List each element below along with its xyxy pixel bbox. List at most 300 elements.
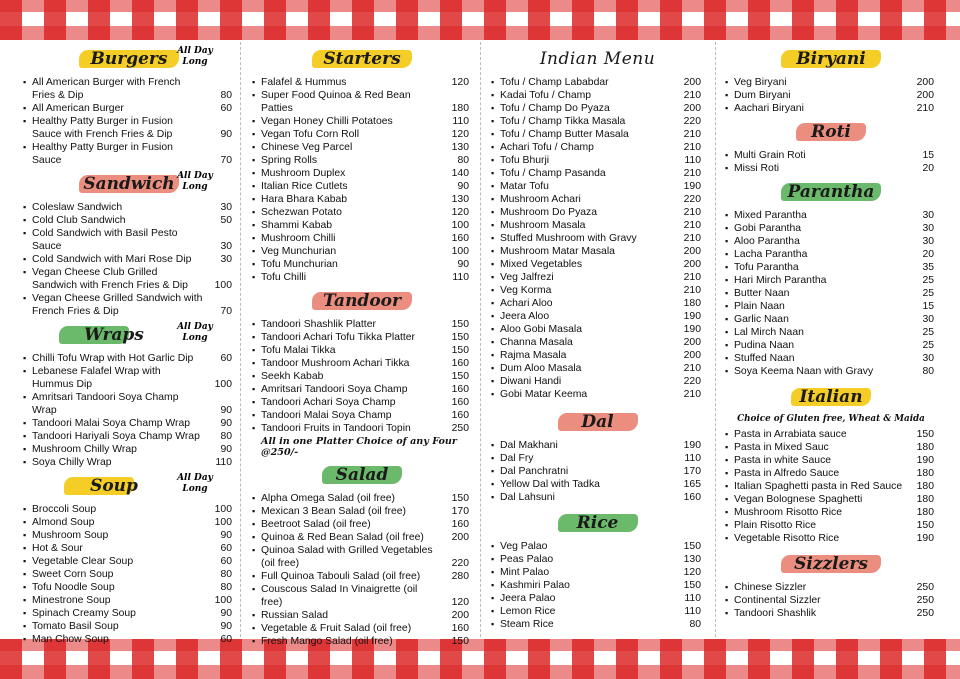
item-name: Beetroot Salad (oil free) xyxy=(261,519,371,530)
menu-item xyxy=(251,396,473,409)
item-name: Chinese Sizzler xyxy=(734,582,807,593)
item-price: 90 xyxy=(220,418,232,429)
item-name: Couscous Salad In Vinaigrette (oil free) xyxy=(261,584,418,608)
item-price: 200 xyxy=(451,532,469,543)
item-price: 160 xyxy=(451,358,469,369)
menu-item xyxy=(22,430,236,443)
item-price: 190 xyxy=(683,440,701,451)
item-price: 160 xyxy=(451,623,469,634)
menu-item xyxy=(251,344,473,357)
column-divider xyxy=(240,42,241,637)
item-price: 150 xyxy=(451,493,469,504)
item-price: 180 xyxy=(916,494,934,505)
item-name: Dal Panchratni xyxy=(500,466,569,477)
item-price: 160 xyxy=(451,384,469,395)
menu-item xyxy=(22,292,236,318)
item-price: 100 xyxy=(214,280,232,291)
item-name: Dum Aloo Masala xyxy=(500,363,582,374)
item-price: 250 xyxy=(451,423,469,434)
item-price: 80 xyxy=(457,155,469,166)
menu-item xyxy=(490,141,705,154)
item-name: Lebanese Falafel Wrap with Hummus Dip xyxy=(32,366,161,390)
menu-item xyxy=(251,115,473,128)
checkered-border-top xyxy=(0,0,960,40)
menu-item xyxy=(490,605,705,618)
item-price: 30 xyxy=(922,236,934,247)
menu-item xyxy=(724,467,938,480)
item-name: Tandoori Fruits in Tandoori Topin xyxy=(261,423,411,434)
item-price: 50 xyxy=(220,215,232,226)
item-price: 30 xyxy=(922,314,934,325)
item-price: 170 xyxy=(683,466,701,477)
item-price: 210 xyxy=(916,103,934,114)
menu-item xyxy=(490,349,705,362)
item-price: 110 xyxy=(452,116,469,127)
section-heading-rice xyxy=(490,510,705,536)
item-name: Peas Palao xyxy=(500,554,554,565)
all-day-long-tag: All Day Long xyxy=(177,46,213,67)
menu-column-1 xyxy=(22,42,236,645)
item-price: 110 xyxy=(684,606,701,617)
menu-item xyxy=(22,253,236,266)
section-heading-soup xyxy=(22,473,236,499)
item-price: 90 xyxy=(220,405,232,416)
item-price: 210 xyxy=(683,129,701,140)
section-title: Sandwich xyxy=(83,174,175,194)
item-price: 150 xyxy=(451,371,469,382)
item-name: Spring Rolls xyxy=(261,155,318,166)
item-price: 25 xyxy=(922,327,934,338)
item-name: Continental Sizzler xyxy=(734,595,821,606)
item-price: 180 xyxy=(916,468,934,479)
item-price: 210 xyxy=(683,142,701,153)
item-price: 60 xyxy=(220,103,232,114)
item-name: Veg Jalfrezi xyxy=(500,272,554,283)
item-price: 200 xyxy=(916,77,934,88)
menu-item xyxy=(22,443,236,456)
item-name: Aloo Parantha xyxy=(734,236,800,247)
item-price: 110 xyxy=(684,155,701,166)
item-name: Pudina Naan xyxy=(734,340,795,351)
item-price: 190 xyxy=(683,181,701,192)
menu-item xyxy=(724,149,938,162)
item-price: 30 xyxy=(220,202,232,213)
item-name: Multi Grain Roti xyxy=(734,150,806,161)
menu-item xyxy=(490,566,705,579)
item-name: Jeera Palao xyxy=(500,593,556,604)
menu-item xyxy=(490,89,705,102)
item-price: 100 xyxy=(214,504,232,515)
all-day-long-tag: All Day Long xyxy=(177,322,213,343)
menu-item xyxy=(724,581,938,594)
item-price: 140 xyxy=(451,168,469,179)
item-name: Minestrone Soup xyxy=(32,595,111,606)
item-name: Pasta in white Sauce xyxy=(734,455,832,466)
item-price: 250 xyxy=(916,582,934,593)
section-heading-sandwich xyxy=(22,171,236,197)
item-price: 15 xyxy=(922,301,934,312)
item-price: 100 xyxy=(214,379,232,390)
menu-item xyxy=(251,492,473,505)
menu-item xyxy=(251,180,473,193)
menu-item xyxy=(251,531,473,544)
item-price: 80 xyxy=(922,366,934,377)
item-name: Mexican 3 Bean Salad (oil free) xyxy=(261,506,406,517)
item-name: Channa Masala xyxy=(500,337,573,348)
item-name: Mixed Vegetables xyxy=(500,259,583,270)
column-divider xyxy=(715,42,716,637)
menu-item xyxy=(490,336,705,349)
section-heading-italian xyxy=(724,384,938,410)
menu-item xyxy=(724,261,938,274)
item-name: Mixed Parantha xyxy=(734,210,807,221)
item-price: 120 xyxy=(451,207,469,218)
item-name: Vegan Honey Chilli Potatoes xyxy=(261,116,393,127)
section-title: Biryani xyxy=(796,49,866,69)
item-name: Dal Fry xyxy=(500,453,534,464)
menu-item xyxy=(490,553,705,566)
item-price: 20 xyxy=(922,249,934,260)
item-price: 150 xyxy=(451,319,469,330)
menu-item xyxy=(22,102,236,115)
item-price: 120 xyxy=(451,129,469,140)
item-name: Russian Salad xyxy=(261,610,329,621)
item-name: Hara Bhara Kabab xyxy=(261,194,348,205)
item-name: Quinoa & Red Bean Salad (oil free) xyxy=(261,532,424,543)
menu-item xyxy=(22,529,236,542)
item-name: Tandoori Achari Tofu Tikka Platter xyxy=(261,332,416,343)
item-name: Vegetable Risotto Rice xyxy=(734,533,840,544)
menu-column-2 xyxy=(251,42,473,647)
item-price: 190 xyxy=(916,533,934,544)
item-name: Lal Mirch Naan xyxy=(734,327,804,338)
section-heading-parantha xyxy=(724,179,938,205)
item-name: Cold Sandwich with Mari Rose Dip xyxy=(32,254,192,265)
item-list xyxy=(22,76,236,167)
item-name: Tofu / Champ Pasanda xyxy=(500,168,606,179)
menu-item xyxy=(724,480,938,493)
item-list xyxy=(724,428,938,545)
item-name: Tandoor Mushroom Achari Tikka xyxy=(261,358,410,369)
item-list xyxy=(22,352,236,469)
menu-item xyxy=(724,532,938,545)
item-price: 25 xyxy=(922,275,934,286)
item-price: 60 xyxy=(220,556,232,567)
menu-item xyxy=(490,540,705,553)
item-name: Garlic Naan xyxy=(734,314,789,325)
item-name: Tofu / Champ Do Pyaza xyxy=(500,103,610,114)
menu-item xyxy=(490,128,705,141)
item-name: Tandoori Malai Soya Champ Wrap xyxy=(32,418,191,429)
item-name: Tandoori Hariyali Soya Champ Wrap xyxy=(32,431,200,442)
italian-choice-note: Choice of Gluten free, Wheat & Maida xyxy=(737,414,925,424)
menu-item xyxy=(251,383,473,396)
item-price: 110 xyxy=(215,457,232,468)
menu-item xyxy=(490,579,705,592)
menu-item xyxy=(724,506,938,519)
section-heading-burgers xyxy=(22,46,236,72)
section-title: Parantha xyxy=(787,182,875,202)
menu-item xyxy=(490,245,705,258)
section-title: Roti xyxy=(811,122,851,142)
menu-item xyxy=(251,357,473,370)
section-heading-sizzlers xyxy=(724,551,938,577)
item-price: 120 xyxy=(683,567,701,578)
item-name: Tomato Basil Soup xyxy=(32,621,119,632)
item-name: Man Chow Soup xyxy=(32,634,109,645)
item-price: 190 xyxy=(683,324,701,335)
item-list xyxy=(251,492,473,648)
menu-item xyxy=(490,258,705,271)
item-price: 250 xyxy=(916,595,934,606)
item-name: Tandoori Shashlik Platter xyxy=(261,319,376,330)
item-price: 180 xyxy=(916,507,934,518)
section-heading-indian-menu xyxy=(490,46,705,72)
item-price: 80 xyxy=(220,582,232,593)
menu-item xyxy=(724,102,938,115)
menu-item xyxy=(490,491,705,504)
item-price: 90 xyxy=(220,129,232,140)
menu-item xyxy=(490,439,705,452)
menu-item xyxy=(490,219,705,232)
menu-item xyxy=(251,570,473,583)
item-price: 80 xyxy=(689,619,701,630)
menu-item xyxy=(22,214,236,227)
section-title: Starters xyxy=(323,49,401,69)
item-name: Veg Palao xyxy=(500,541,548,552)
menu-item xyxy=(724,248,938,261)
item-name: Veg Biryani xyxy=(734,77,787,88)
item-name: Tofu / Champ Butter Masala xyxy=(500,129,629,140)
item-price: 180 xyxy=(916,442,934,453)
item-price: 160 xyxy=(683,492,701,503)
item-price: 130 xyxy=(683,554,701,565)
menu-item xyxy=(724,76,938,89)
section-title: Burgers xyxy=(90,49,168,69)
item-price: 210 xyxy=(683,233,701,244)
menu-item xyxy=(251,505,473,518)
item-name: Pasta in Arrabiata sauce xyxy=(734,429,847,440)
menu-item xyxy=(490,478,705,491)
menu-item xyxy=(251,89,473,115)
item-name: Stuffed Mushroom with Gravy xyxy=(500,233,637,244)
item-name: All American Burger xyxy=(32,103,124,114)
item-price: 200 xyxy=(683,350,701,361)
menu-item xyxy=(490,154,705,167)
menu-item xyxy=(490,232,705,245)
item-name: Tofu / Champ Tikka Masala xyxy=(500,116,626,127)
item-list xyxy=(251,318,473,435)
menu-item xyxy=(22,365,236,391)
menu-item xyxy=(490,323,705,336)
item-price: 120 xyxy=(451,77,469,88)
item-name: Fresh Mango Salad (oil free) xyxy=(261,636,393,647)
menu-item xyxy=(490,375,705,388)
item-price: 80 xyxy=(220,569,232,580)
menu-item xyxy=(251,583,473,609)
item-name: Super Food Quinoa & Red Bean Patties xyxy=(261,90,411,114)
item-name: Achari Tofu / Champ xyxy=(500,142,594,153)
item-name: Mushroom Risotto Rice xyxy=(734,507,842,518)
menu-item xyxy=(724,428,938,441)
menu-item xyxy=(724,519,938,532)
item-name: Sweet Corn Soup xyxy=(32,569,114,580)
platter-note: All in one Platter Choice of any Four @250/- xyxy=(261,436,457,458)
item-name: Mushroom Soup xyxy=(32,530,109,541)
item-price: 150 xyxy=(451,332,469,343)
menu-item xyxy=(251,245,473,258)
section-title: Wraps xyxy=(84,325,144,345)
item-name: Stuffed Naan xyxy=(734,353,795,364)
item-list xyxy=(724,76,938,115)
item-name: Full Quinoa Tabouli Salad (oil free) xyxy=(261,571,421,582)
item-price: 200 xyxy=(451,610,469,621)
item-price: 200 xyxy=(683,337,701,348)
item-name: Dal Makhani xyxy=(500,440,558,451)
item-name: Healthy Patty Burger in Fusion Sauce xyxy=(32,142,173,166)
menu-item xyxy=(22,352,236,365)
menu-item xyxy=(251,141,473,154)
item-price: 150 xyxy=(916,429,934,440)
item-price: 210 xyxy=(683,90,701,101)
menu-item xyxy=(251,544,473,570)
section-title: Sizzlers xyxy=(794,554,868,574)
item-price: 170 xyxy=(451,506,469,517)
item-list xyxy=(724,149,938,175)
item-price: 180 xyxy=(683,298,701,309)
item-name: Gobi Parantha xyxy=(734,223,802,234)
item-name: Pasta in Alfredo Sauce xyxy=(734,468,840,479)
item-name: Italian Rice Cutlets xyxy=(261,181,348,192)
menu-item xyxy=(22,607,236,620)
menu-item xyxy=(251,409,473,422)
item-list xyxy=(490,439,705,504)
item-name: Vegan Bolognese Spaghetti xyxy=(734,494,863,505)
item-name: Almond Soup xyxy=(32,517,95,528)
item-price: 160 xyxy=(451,233,469,244)
menu-item xyxy=(724,365,938,378)
item-name: Yellow Dal with Tadka xyxy=(500,479,600,490)
item-price: 20 xyxy=(922,163,934,174)
menu-item xyxy=(490,452,705,465)
item-name: Italian Spaghetti pasta in Red Sauce xyxy=(734,481,903,492)
menu-item xyxy=(251,206,473,219)
item-name: Kadai Tofu / Champ xyxy=(500,90,592,101)
menu-item xyxy=(251,318,473,331)
item-name: Chilli Tofu Wrap with Hot Garlic Dip xyxy=(32,353,194,364)
menu-column-4 xyxy=(724,42,938,637)
item-name: Diwani Handi xyxy=(500,376,562,387)
item-name: Tofu Chilli xyxy=(261,272,307,283)
item-name: Hari Mirch Parantha xyxy=(734,275,827,286)
item-name: Soya Chilly Wrap xyxy=(32,457,112,468)
menu-item xyxy=(22,516,236,529)
item-name: Gobi Matar Keema xyxy=(500,389,588,400)
menu-item xyxy=(251,167,473,180)
item-name: Mushroom Duplex xyxy=(261,168,346,179)
section-title: Italian xyxy=(799,387,863,407)
item-price: 90 xyxy=(220,444,232,455)
item-name: Dum Biryani xyxy=(734,90,791,101)
item-name: Tandoori Achari Soya Champ xyxy=(261,397,396,408)
item-name: Tofu Parantha xyxy=(734,262,799,273)
item-name: Quinoa Salad with Grilled Vegetables (oil free) xyxy=(261,545,433,569)
item-name: Mint Palao xyxy=(500,567,550,578)
item-name: Mushroom Chilli xyxy=(261,233,336,244)
item-price: 30 xyxy=(922,353,934,364)
menu-item xyxy=(251,271,473,284)
item-name: Tofu Noodle Soup xyxy=(32,582,115,593)
item-price: 160 xyxy=(451,397,469,408)
menu-item xyxy=(490,271,705,284)
item-name: Veg Korma xyxy=(500,285,552,296)
menu-item xyxy=(22,503,236,516)
item-price: 90 xyxy=(220,621,232,632)
item-price: 200 xyxy=(683,259,701,270)
menu-item xyxy=(251,370,473,383)
item-price: 150 xyxy=(683,580,701,591)
item-price: 30 xyxy=(220,254,232,265)
item-price: 150 xyxy=(451,345,469,356)
item-price: 100 xyxy=(214,595,232,606)
item-price: 110 xyxy=(452,272,469,283)
menu-item xyxy=(724,235,938,248)
item-name: Lemon Rice xyxy=(500,606,556,617)
menu-item xyxy=(251,622,473,635)
menu-item xyxy=(724,326,938,339)
item-name: Aloo Gobi Masala xyxy=(500,324,583,335)
item-name: Vegetable Clear Soup xyxy=(32,556,134,567)
menu-item xyxy=(724,313,938,326)
menu-item xyxy=(724,454,938,467)
item-name: Tofu Munchurian xyxy=(261,259,338,270)
item-name: Mushroom Matar Masala xyxy=(500,246,615,257)
item-price: 200 xyxy=(683,77,701,88)
menu-item xyxy=(490,465,705,478)
menu-item xyxy=(251,219,473,232)
menu-item xyxy=(724,287,938,300)
item-name: Hot & Sour xyxy=(32,543,83,554)
item-price: 280 xyxy=(451,571,469,582)
menu-item xyxy=(490,388,705,401)
item-price: 200 xyxy=(683,103,701,114)
menu-item xyxy=(490,102,705,115)
item-name: Aachari Biryani xyxy=(734,103,804,114)
menu-item xyxy=(251,154,473,167)
menu-item xyxy=(22,227,236,253)
menu-item xyxy=(22,266,236,292)
menu-item xyxy=(251,258,473,271)
menu-item xyxy=(22,633,236,646)
item-price: 80 xyxy=(220,431,232,442)
item-price: 30 xyxy=(922,210,934,221)
item-name: Coleslaw Sandwich xyxy=(32,202,123,213)
item-list xyxy=(22,201,236,318)
menu-item xyxy=(22,76,236,102)
item-price: 25 xyxy=(922,288,934,299)
item-price: 70 xyxy=(220,155,232,166)
menu-item xyxy=(724,607,938,620)
menu-item xyxy=(724,274,938,287)
item-name: Vegetable & Fruit Salad (oil free) xyxy=(261,623,412,634)
item-name: Achari Aloo xyxy=(500,298,553,309)
menu-item xyxy=(251,232,473,245)
item-name: Jeera Aloo xyxy=(500,311,550,322)
item-name: Healthy Patty Burger in Fusion Sauce with French Fries & Dip xyxy=(32,116,173,140)
item-price: 190 xyxy=(916,455,934,466)
item-name: Mushroom Chilly Wrap xyxy=(32,444,137,455)
section-heading-dal xyxy=(490,409,705,435)
